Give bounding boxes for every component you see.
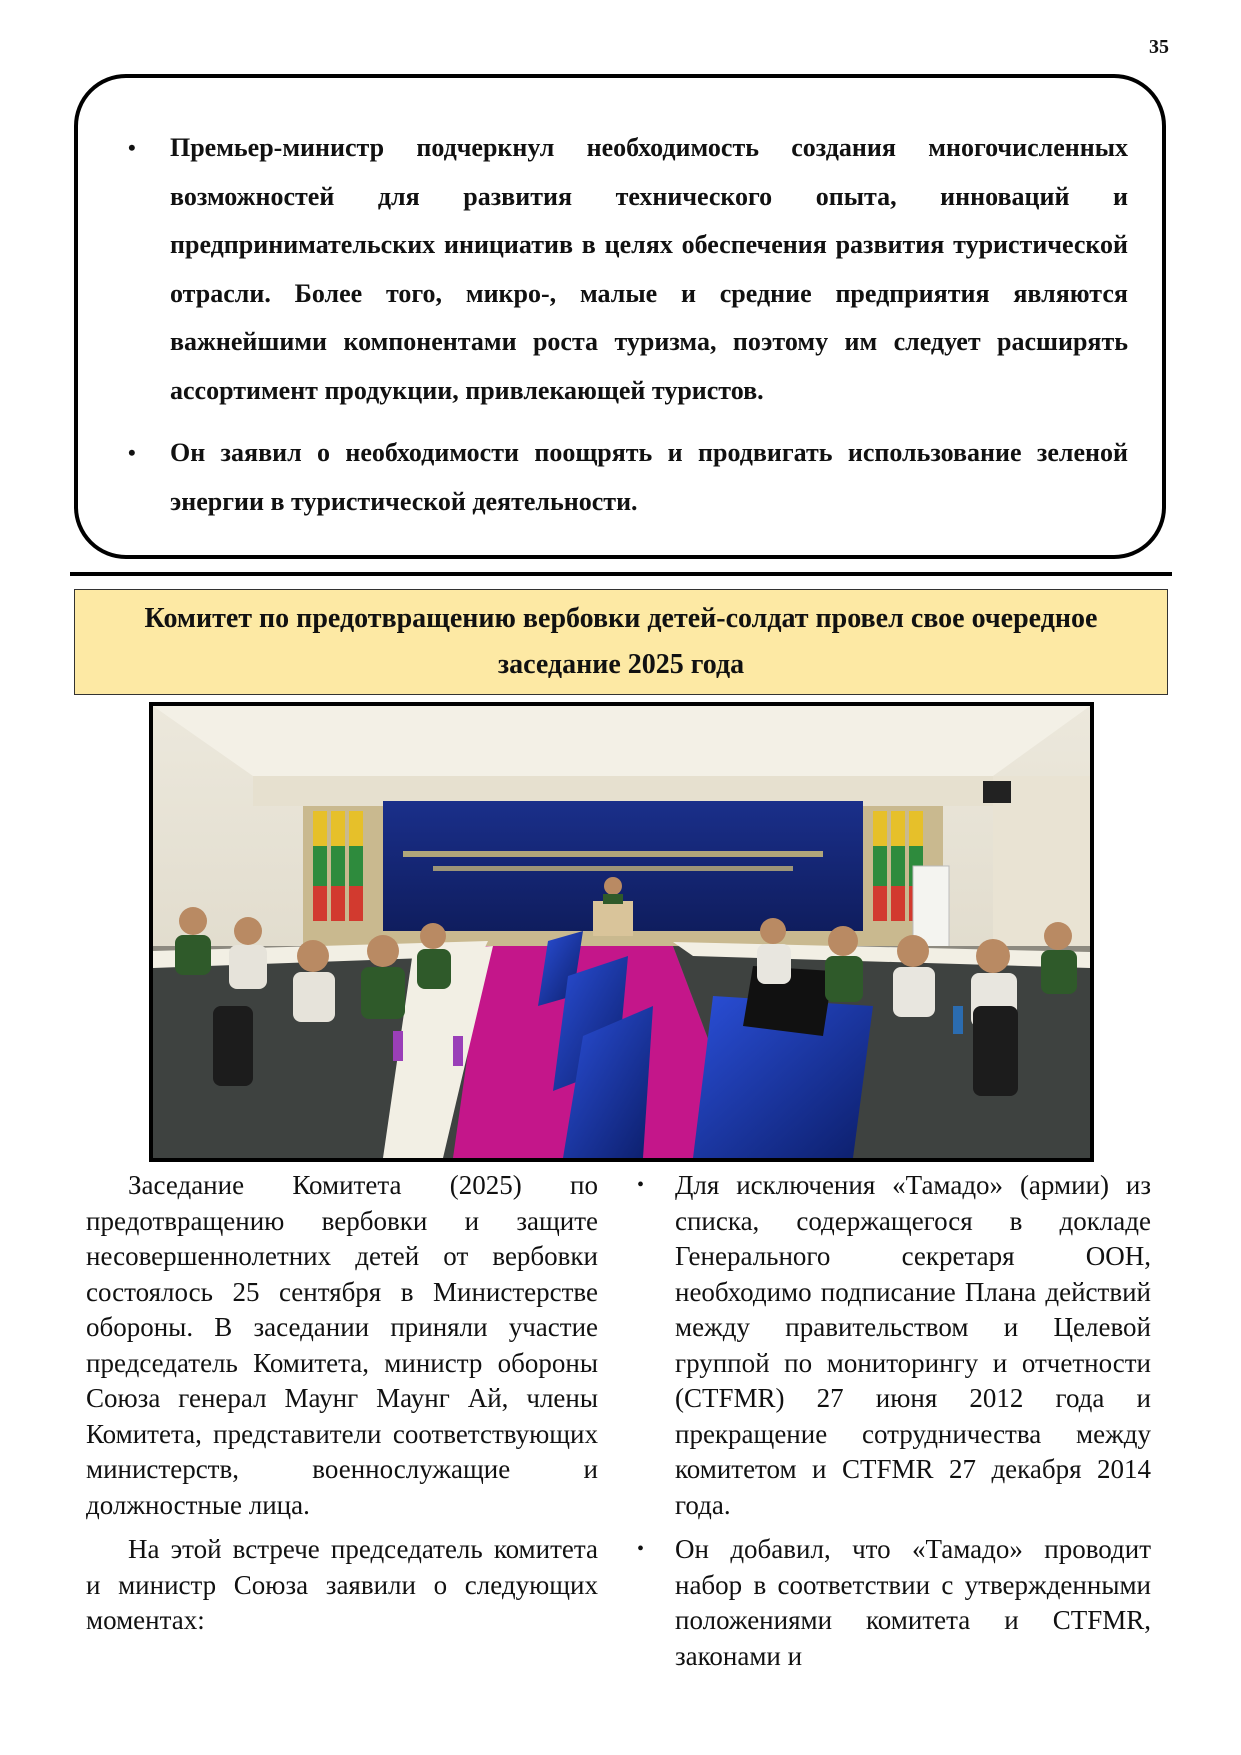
- summary-text: Премьер-министр подчеркнул необходимость создания многочисленных возможностей для развития технического опыта, инноваций и предпринимательских инициатив в целях обеспечения развития туристической отрасли. Более того, микро-, малые и средние предприятия являются важнейшими компонентами роста туризма, поэтому им следует расширять ассортимент продукции, привлекающей туристов.: [170, 133, 1128, 405]
- meeting-photo: [149, 702, 1094, 1162]
- bullet-icon: •: [637, 1538, 645, 1560]
- right-bullet: [639, 1168, 1151, 1523]
- article-headline: Комитет по предотвращению вербовки детей-солдат провел свое очередное заседание 2025 года: [144, 603, 1098, 680]
- bullet-icon: •: [128, 440, 136, 465]
- right-column: [639, 1168, 1151, 1683]
- summary-bullet: [122, 429, 1128, 526]
- bullet-text: Для исключения «Тамадо» (армии) из списка, содержащегося в докладе Генерального секретаря ООН, необходимо подписание Плана действий между правительством и Целевой группой по мониторингу и отчетности (CTFMR) 27 июня 2012 года и прекращение сотрудничества между комитетом и CTFMR 27 декабря 2014 года.: [675, 1170, 1151, 1520]
- page-number: 35: [1149, 36, 1169, 58]
- summary-bullet: [122, 124, 1128, 415]
- bullet-icon: •: [637, 1174, 645, 1196]
- right-bullet: [639, 1532, 1151, 1674]
- summary-list: [122, 124, 1128, 526]
- meeting-photo-image: [153, 706, 1090, 1158]
- summary-text: Он заявил о необходимости поощрять и продвигать использование зеленой энергии в туристической деятельности.: [170, 438, 1128, 516]
- right-bullet-list: [639, 1168, 1151, 1674]
- left-column: [86, 1168, 598, 1648]
- body-paragraph: Заседание Комитета (2025) по предотвращению вербовки и защите несовершеннолетних детей от вербовки состоялось 25 сентября в Министерстве обороны. В заседании приняли участие председатель Комитета, министр обороны Союза генерал Маунг Маунг Ай, члены Комитета, представители соответствующих министерств, военнослужащие и должностные лица.: [86, 1170, 598, 1520]
- section-divider: [70, 572, 1172, 576]
- bullet-text: Он добавил, что «Тамадо» проводит набор в соответствии с утвержденными положениями комитета и CTFMR, законами и: [675, 1534, 1151, 1671]
- summary-box: [74, 74, 1166, 559]
- body-paragraph: На этой встрече председатель комитета и министр Союза заявили о следующих моментах:: [86, 1534, 598, 1635]
- article-headline-box: [74, 589, 1168, 695]
- bullet-icon: •: [128, 135, 136, 160]
